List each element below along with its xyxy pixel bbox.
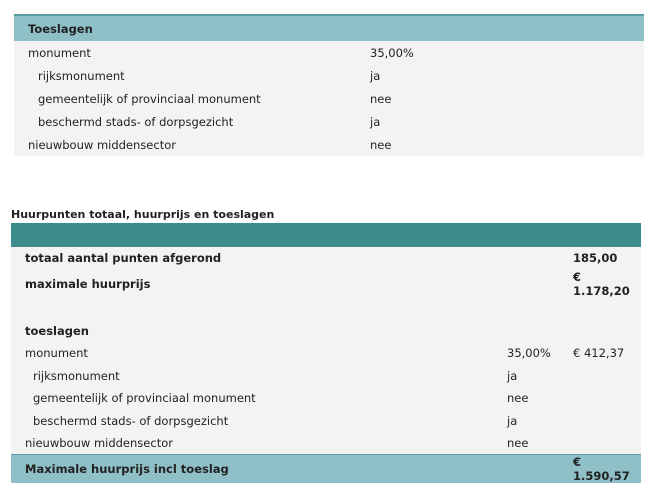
row-pct: nee — [507, 436, 529, 450]
table-row — [11, 432, 641, 455]
row-label: monument — [25, 346, 88, 361]
table-row — [11, 342, 641, 365]
toeslagen-table — [14, 14, 644, 156]
footer-row — [11, 455, 641, 484]
row-value: nee — [370, 137, 392, 152]
toeslagen-header-row — [14, 15, 644, 41]
footer-value: € 1.590,57 — [573, 455, 630, 483]
footer-label: Maximale huurprijs incl toeslag — [25, 462, 229, 476]
table-row — [11, 270, 641, 298]
section-title: Huurpunten totaal, huurprijs en toeslagen — [11, 208, 275, 221]
toeslagen-header: Toeslagen — [28, 21, 93, 36]
table-row — [14, 87, 644, 110]
row-label: rijksmonument — [38, 68, 125, 83]
huurpunten-table — [11, 223, 641, 483]
row-amount: € 412,37 — [573, 346, 625, 361]
row-value: 35,00% — [370, 45, 414, 60]
punten-label: totaal aantal punten afgerond — [25, 251, 222, 266]
row-label: gemeentelijk of provinciaal monument — [33, 391, 256, 406]
table-row — [11, 387, 641, 410]
table-row — [11, 320, 641, 343]
table-row — [11, 365, 641, 388]
table-row — [14, 110, 644, 133]
punten-value: 185,00 — [573, 251, 618, 266]
row-value: ja — [370, 114, 381, 129]
row-pct: ja — [507, 368, 518, 383]
max-huurprijs-label: maximale huurprijs — [25, 276, 151, 291]
table-row — [11, 247, 641, 270]
row-label: monument — [28, 45, 91, 60]
table-row — [11, 410, 641, 433]
row-label: beschermd stads- of dorpsgezicht — [33, 413, 229, 428]
row-pct: nee — [507, 391, 529, 406]
huurpunten-header-row — [11, 223, 641, 247]
max-huurprijs-value: € 1.178,20 — [573, 269, 630, 298]
row-label: nieuwbouw middensector — [28, 137, 176, 152]
row-label: nieuwbouw middensector — [25, 436, 173, 450]
row-label: gemeentelijk of provinciaal monument — [38, 91, 261, 106]
row-label: beschermd stads- of dorpsgezicht — [38, 114, 234, 129]
table-row — [14, 133, 644, 156]
row-value: ja — [370, 68, 381, 83]
row-pct: ja — [507, 413, 518, 428]
spacer-row — [11, 298, 641, 320]
table-row — [14, 64, 644, 87]
table-row — [14, 41, 644, 64]
row-label: rijksmonument — [33, 368, 120, 383]
row-pct: 35,00% — [507, 346, 551, 361]
toeslagen-subheader: toeslagen — [25, 323, 89, 338]
row-value: nee — [370, 91, 392, 106]
